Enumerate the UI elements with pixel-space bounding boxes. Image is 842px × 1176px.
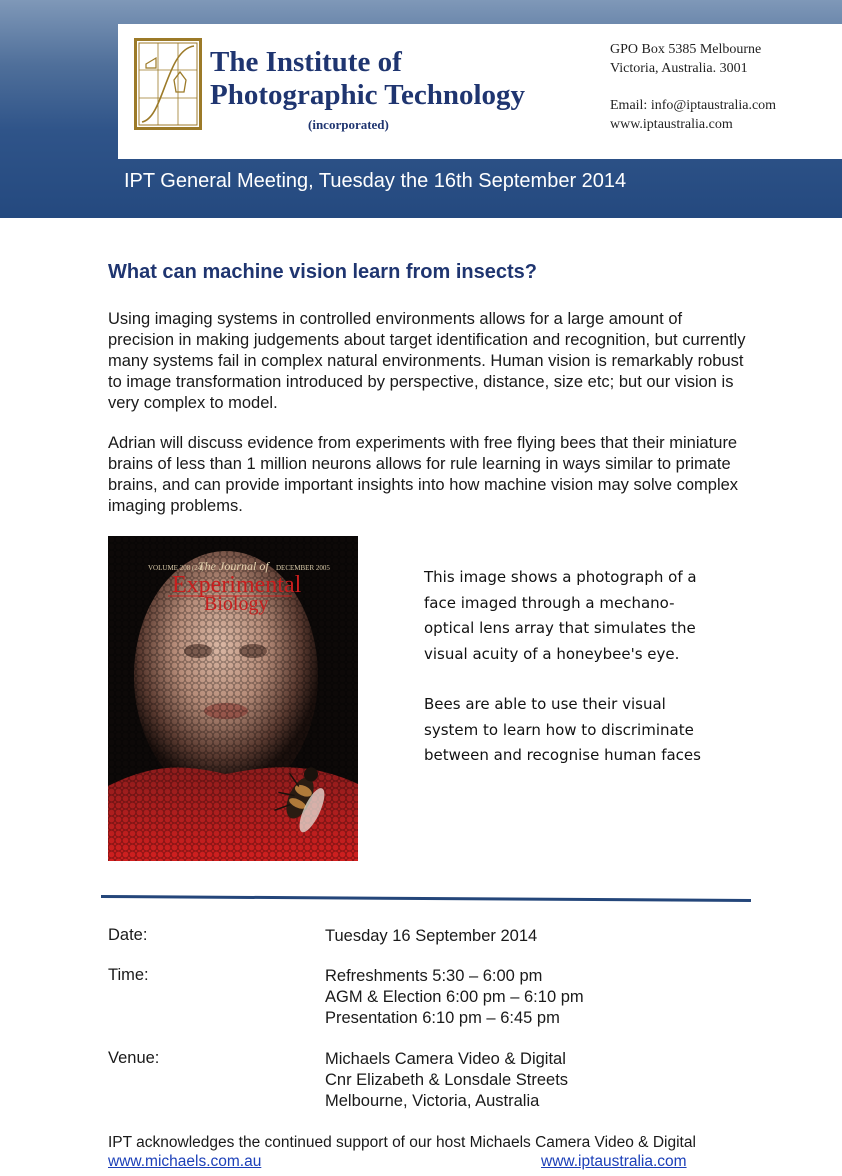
- venue-values: [325, 1049, 568, 1112]
- ipt-logo-icon: [134, 38, 202, 130]
- institute-subtitle: (incorporated): [308, 117, 389, 132]
- header-banner: [0, 0, 842, 218]
- image-caption: [424, 565, 724, 769]
- institute-name-line2: Photographic Technology: [210, 79, 526, 111]
- cover-journal-line3: Biology: [204, 593, 269, 615]
- michaels-link[interactable]: www.michaels.com.au: [108, 1153, 262, 1170]
- website-text: www.iptaustralia.com: [610, 117, 733, 132]
- email-text: Email: info@iptaustralia.com: [610, 98, 777, 113]
- institute-name-line1: The Institute of: [210, 46, 402, 78]
- address-block: [610, 40, 776, 134]
- caption-paragraph-2: Bees are able to use their visual system to learn how to discriminate between and recognise human faces: [424, 695, 701, 764]
- address-line2: Victoria, Australia. 3001: [610, 61, 748, 76]
- venue-line-street: Cnr Elizabeth & Lonsdale Streets: [325, 1071, 569, 1089]
- venue-label: Venue:: [108, 1049, 160, 1067]
- time-label: Time:: [108, 966, 149, 984]
- cover-issue-date: DECEMBER 2005: [276, 564, 330, 572]
- venue-line-name: Michaels Camera Video & Digital: [325, 1050, 566, 1068]
- ipt-website-link[interactable]: www.iptaustralia.com: [541, 1153, 687, 1170]
- time-line-presentation: Presentation 6:10 pm – 6:45 pm: [325, 1009, 560, 1027]
- address-line1: GPO Box 5385 Melbourne: [610, 42, 762, 57]
- caption-paragraph-1: This image shows a photograph of a face imaged through a mechano-optical lens array that simulates the visual acuity of a honeybee's eye.: [424, 568, 697, 663]
- date-label: Date:: [108, 926, 148, 944]
- article-paragraph-1: Using imaging systems in controlled environments allows for a large amount of precision in making judgements about target identification and recognition, but currently many systems fail in complex natural environments. Human vision is remarkably robust to image transformation introduced by perspective, distance, size etc; but our vision is very complex to model.: [108, 310, 746, 412]
- venue-line-city: Melbourne, Victoria, Australia: [325, 1092, 540, 1110]
- cover-artwork: [108, 536, 358, 861]
- date-value: Tuesday 16 September 2014: [325, 927, 538, 945]
- section-divider: [101, 895, 751, 902]
- cover-journal-line1: The Journal of: [198, 559, 269, 573]
- time-values: [325, 966, 584, 1029]
- journal-cover-image: [108, 536, 358, 861]
- article-paragraph-2: Adrian will discuss evidence from experiments with free flying bees that their miniature brains of less than 1 million neurons allows for rule learning in ways similar to primate brains, and can provide important insights into how machine vision may solve complex imaging problems.: [108, 434, 739, 515]
- cover-journal-line2: Experimental: [172, 572, 302, 598]
- institute-name: [210, 46, 525, 112]
- meeting-title: IPT General Meeting, Tuesday the 16th September 2014: [124, 170, 627, 192]
- time-line-refreshments: Refreshments 5:30 – 6:00 pm: [325, 967, 543, 985]
- acknowledgement-text: IPT acknowledges the continued support of our host Michaels Camera Video & Digital: [108, 1134, 696, 1151]
- cover-volume: VOLUME 208 (24): [148, 564, 204, 572]
- article-title: What can machine vision learn from insects?: [108, 261, 538, 283]
- time-line-agm: AGM & Election 6:00 pm – 6:10 pm: [325, 988, 584, 1006]
- letterhead: [118, 24, 842, 159]
